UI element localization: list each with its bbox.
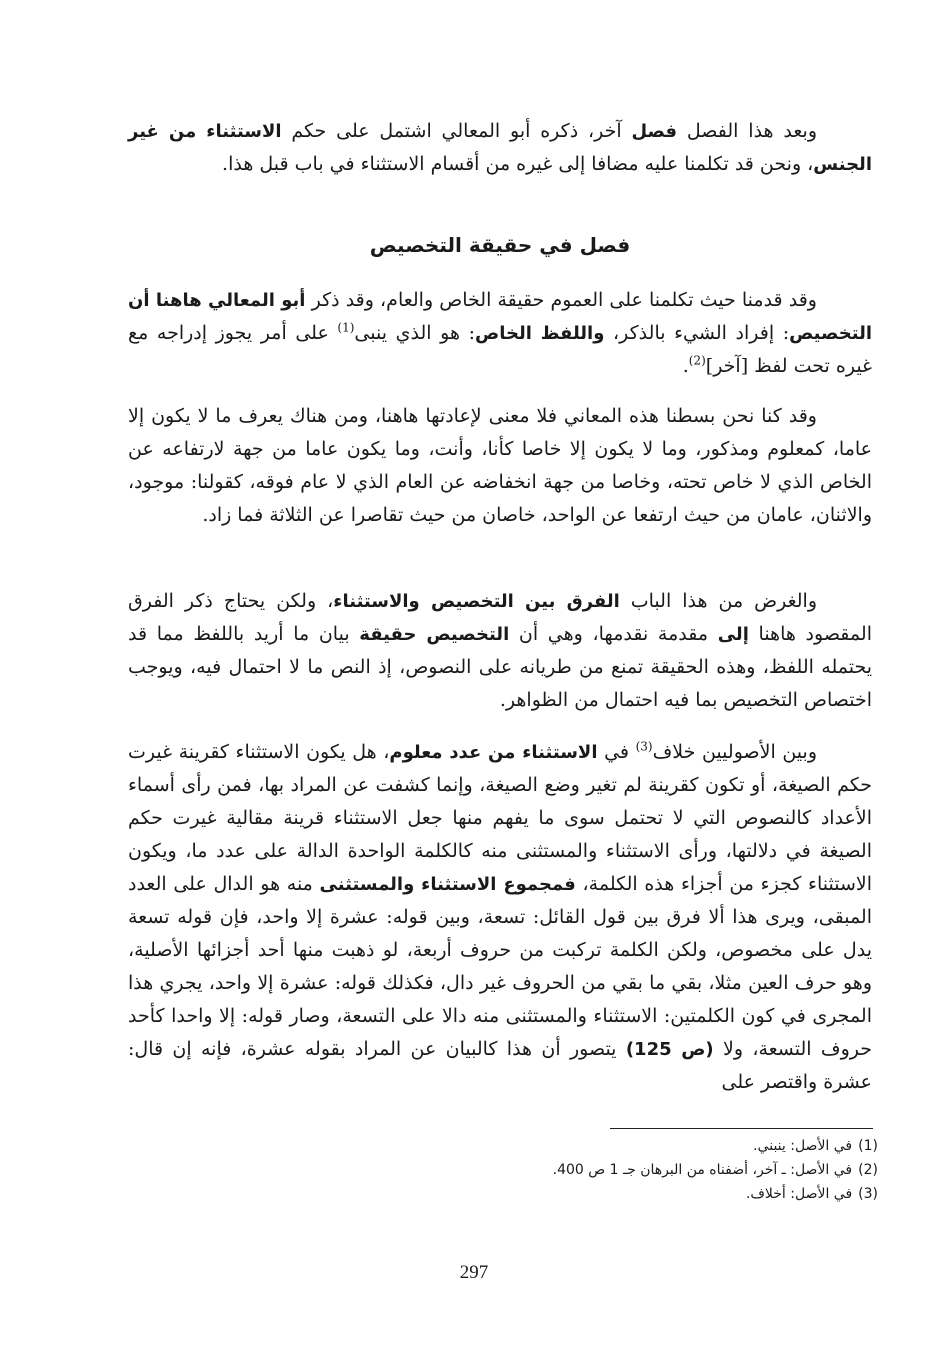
paragraph-4-text [128,585,872,717]
paragraph-2-text [128,284,872,383]
text-run: : هو الذي ينبى [354,322,475,344]
text-run: ، ولكن يحتاج ذكر الفرق المقصود هاهنا [128,590,872,645]
text-run: وبين الأصوليين خلاف [652,741,818,763]
paragraph-3-text [128,400,872,532]
text-run: وقد قدمنا حيث تكلمنا على العموم حقيقة الخاص والعام، وقد ذكر [305,289,817,311]
footnote-ref-1[interactable]: (1) [337,320,355,335]
footnote-2 [128,1158,878,1182]
footnote-text: في الأصل: أخلاف. [745,1186,853,1202]
bold-term: أبو المعالي هاهنا أن التخصيص [128,290,873,344]
bold-term: التخصيص حقيقة [359,624,510,645]
bold-term: الاستثناء من غير الجنس [128,121,872,175]
footnote-text: في الأصل: ـ آخر، أضفناه من البرهان جـ 1 ص 400. [552,1162,853,1178]
paragraph-2 [128,284,872,383]
paragraph-3 [128,400,872,532]
footnote-ref-2[interactable]: (2) [688,353,706,368]
text-run: بيان ما أريد باللفظ مما قد يحتمله اللفظ، وهذه الحقيقة تمنع من طريانه على النصوص، إذ النص ما لا احتمال فيه، ويوجب اختصاص التخصيص بما فيه احتمال من الظواهر. [128,623,872,711]
text-run: آخر، ذكره أبو المعالي اشتمل على حكم [281,120,632,142]
bold-term: فمجموع الاستثناء والمستثنى [319,874,576,895]
paragraph-5 [128,736,872,1099]
bold-term: فصل [631,121,678,142]
paragraph-1 [128,115,872,181]
bold-term: الفرق بين التخصيص والاستثناء [333,591,620,612]
bold-term: الاستثناء من عدد معلوم [389,742,598,763]
text-run: ، هل يكون الاستثناء كقرينة غيرت حكم الصيغة، أو تكون كقرينة لم تغير وضع الصيغة، وإنما كشفت عن المراد بها، فمن رأى أسماء الأعداد كالنصوص التي لا تحتمل سوى ما يفهم منها جعل الاستثناء قرينة مقالية غيرت حكم الصيغة في دلالتها، ورأى الاستثناء والمستثنى منه كالكلمة الواحدة الدالة على عدد ما، ويكون الاستثناء كجزء من أجزاء هذه الكلمة، [128,741,873,895]
text-run: : إفراد الشيء بالذكر، [604,322,790,344]
text-run: في [597,741,636,763]
footnote-ref-3[interactable]: (3) [635,739,653,754]
text-run: يتصور أن هذا كالبيان عن المراد بقوله عشرة، فإنه إن قال: عشرة واقتصر على [128,1038,872,1093]
footnote-number: (2) [858,1162,878,1178]
section-heading: فصل في حقيقة التخصيص [369,233,631,257]
page-reference: (ص 125) [625,1039,714,1060]
text-run: وقد كنا نحن بسطنا هذه المعاني فلا معنى لإعادتها هاهنا، ومن هناك يعرف ما لا يكون إلا عاما، كمعلوم ومذكور، وما لا يكون إلا خاصا كأنا، وأنت، وما يكون عاما من جهة لارتفاعه عن الخاص الذي لا خاص تحته، وخاصا من جهة انخفاضه عن العام الذي لا عام فوقه، كقولنا: موجود، والاثنان، عامان من حيث ارتفعا عن الواحد، خاصان من حيث تقاصرا عن الثلاثة فما زاد. [128,405,872,526]
text-run: ، ونحن قد تكلمنا عليه مضافا إلى غيره من أقسام الاستثناء في باب قبل هذا. [222,153,814,175]
text-run: على أمر يجوز إدراجه مع غيره تحت لفظ [آخر] [128,322,872,377]
text-run: . [682,355,689,377]
paragraph-1-text [128,115,872,181]
footnote-3 [128,1182,878,1206]
footnote-number: (3) [858,1186,878,1202]
footnote-number: (1) [858,1138,878,1154]
bold-term: واللفظ الخاص [475,323,605,344]
paragraph-5-text [128,736,872,1099]
text-run: منه هو الدال على العدد المبقى، ويرى هذا ألا فرق بين قول القائل: تسعة، وبين قوله: عشرة إلا واحد، فإن قوله تسعة يدل على مخصوص، ولكن الكلمة تركبت من حروف أربعة، لو ذهبت منها أحد أجزائها الأصلية، وهو حرف العين مثلا، بقي ما بقي من الحروف غير دال، فكذلك قوله: عشرة إلا واحد، يجري هذا المجرى في كون الكلمتين: الاستثناء والمستثنى منه دالا على التسعة، وصار قوله: إلا واحدا كأحد حروف التسعة، ولا [128,873,872,1060]
footnote-1 [128,1134,878,1158]
footnotes [128,1134,878,1206]
paragraph-4 [128,585,872,717]
footnote-separator [610,1128,873,1129]
text-run: مقدمة نقدمها، وهي أن [509,623,718,645]
text-run: والغرض من هذا الباب [619,590,817,612]
bold-term: إلى [717,624,749,645]
page-number: 297 [459,1262,489,1283]
text-run: وبعد هذا الفصل [677,120,817,142]
footnote-text: في الأصل: ينبني. [753,1138,853,1154]
